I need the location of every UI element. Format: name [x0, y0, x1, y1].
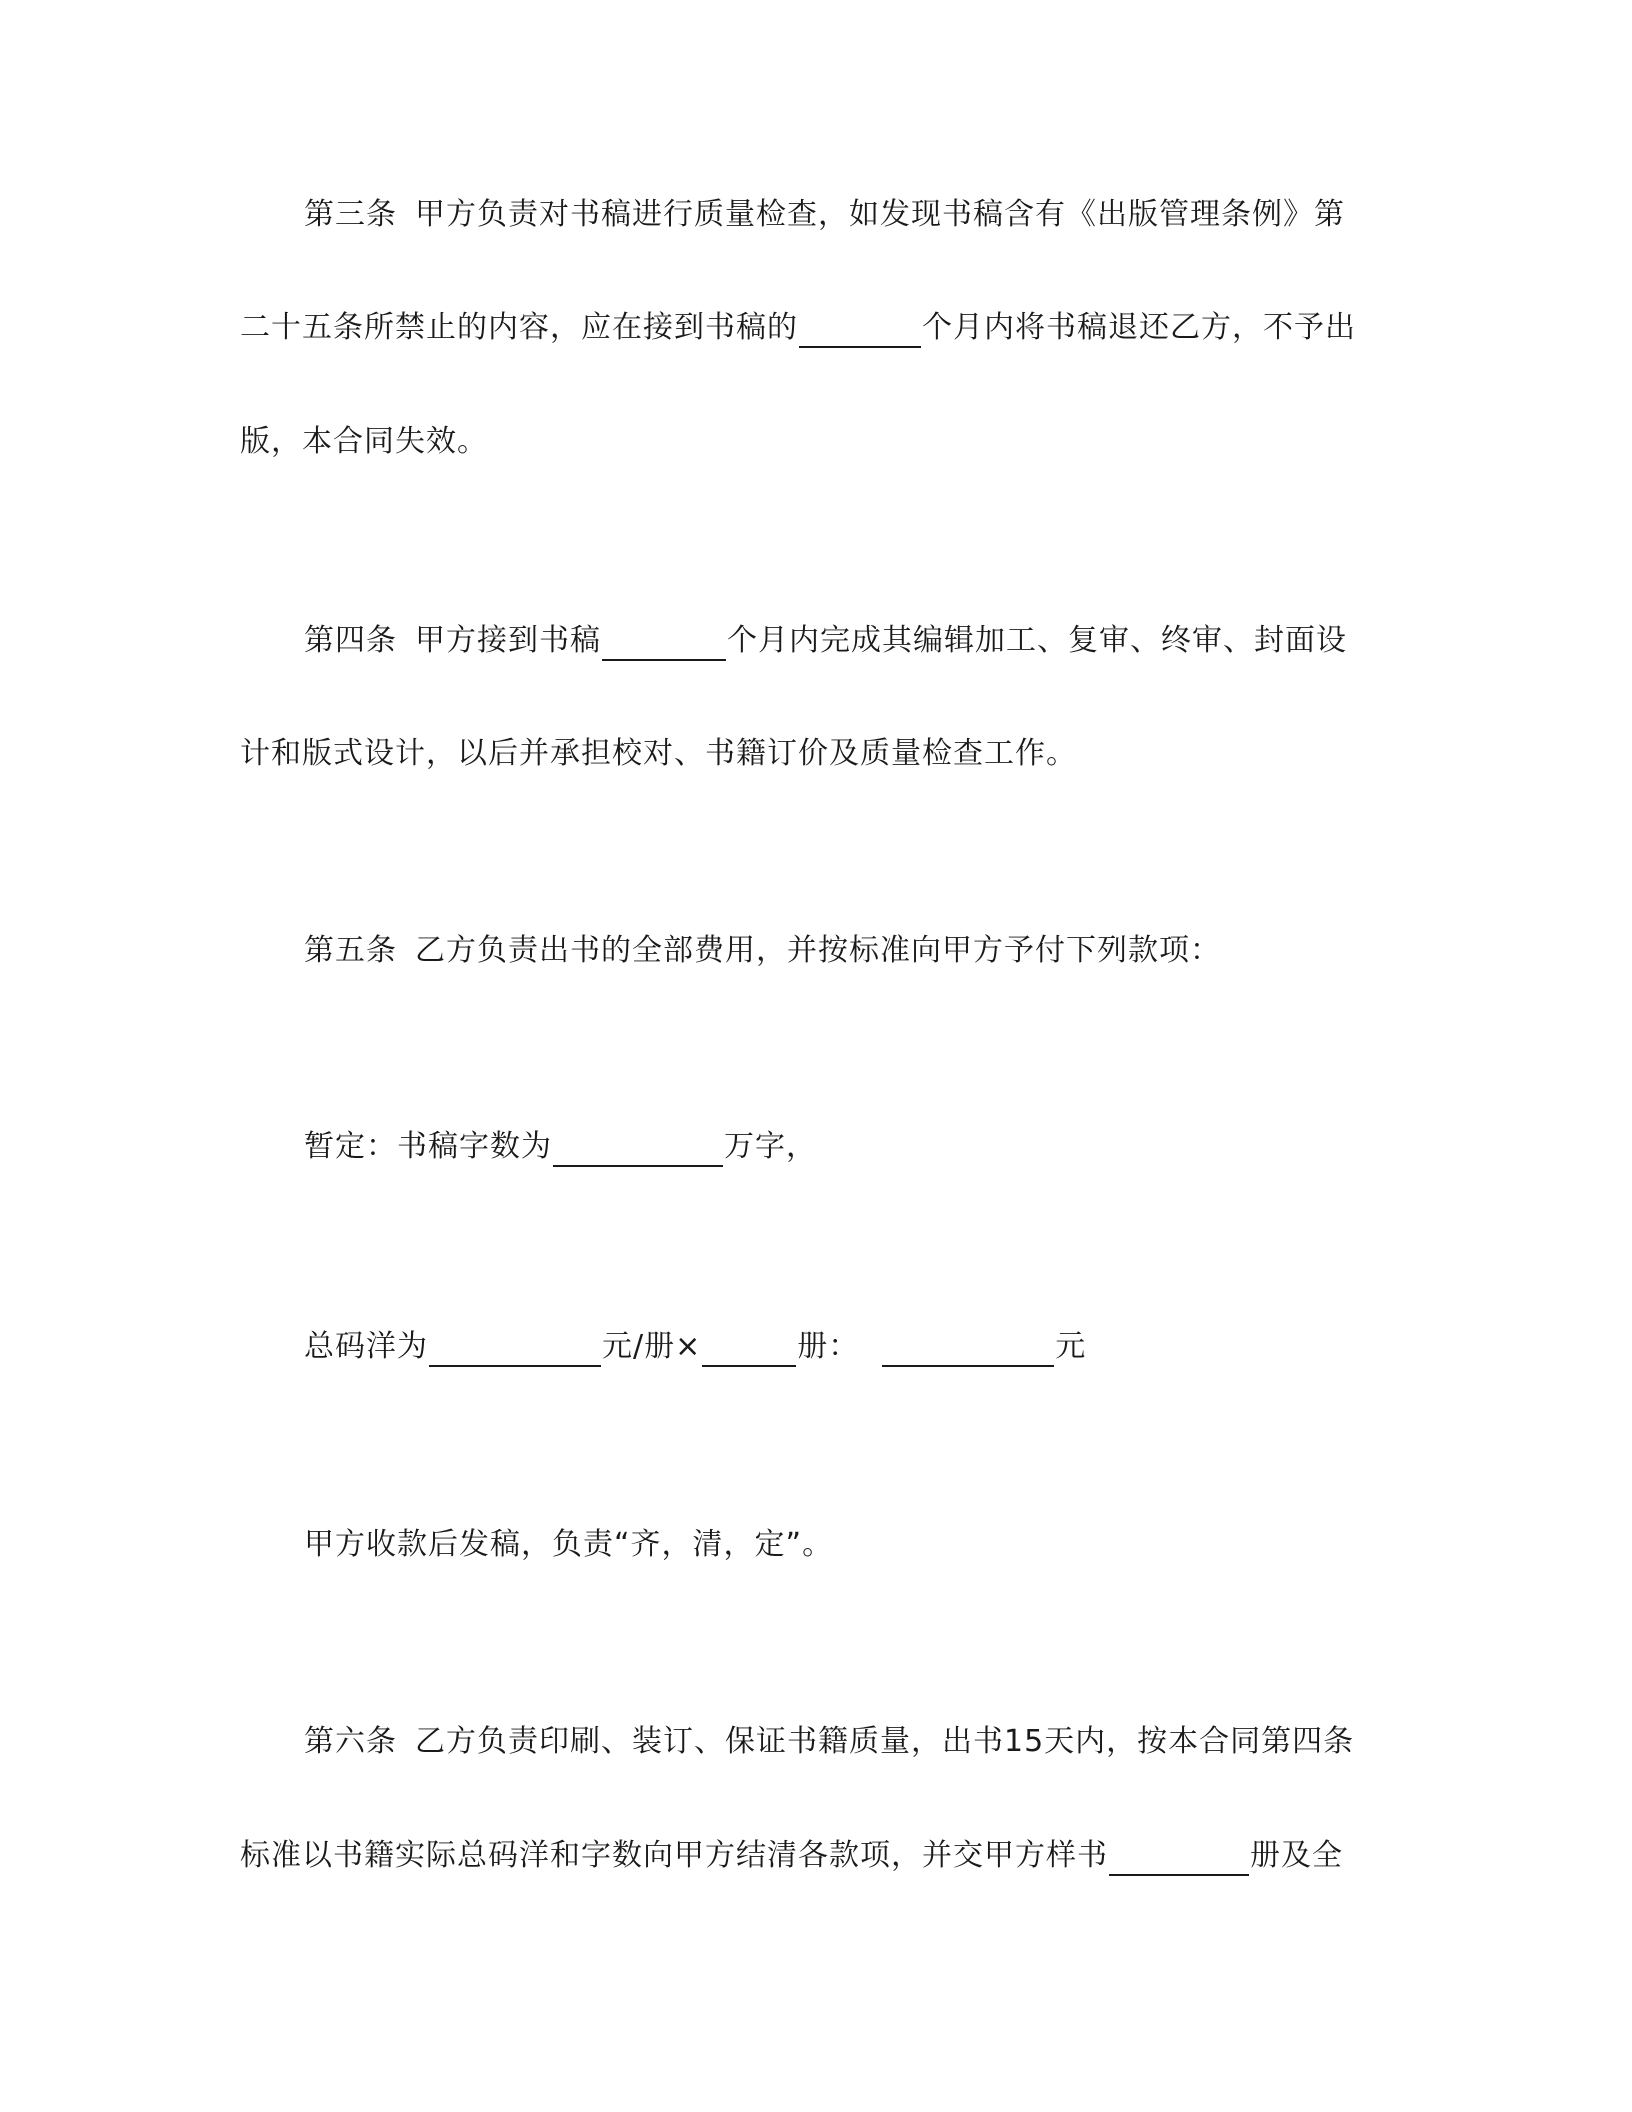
blank-word-count[interactable] — [553, 1131, 723, 1167]
article-5-line-1 — [304, 931, 1221, 971]
provisional-word-count-line — [304, 1127, 817, 1167]
provisional-text-a: 暂定：书稿字数为 — [304, 1129, 552, 1164]
total-price-line — [304, 1327, 1086, 1367]
blank-total-amount[interactable] — [882, 1331, 1054, 1367]
total-text-c: 册： — [797, 1329, 860, 1364]
article-3-text-1: 甲方负责对书稿进行质量检查，如发现书稿含有《出版管理条例》第 — [415, 197, 1345, 232]
article-4-label: 第四条 — [304, 623, 397, 658]
article-4-line-1 — [304, 621, 1347, 661]
receipt-text: 甲方收款后发稿，负责“齐，清，定”。 — [304, 1527, 834, 1562]
blank-months-return[interactable] — [799, 312, 921, 348]
article-6-line-1 — [304, 1722, 1354, 1762]
article-3-text-2a: 二十五条所禁止的内容，应在接到书稿的 — [240, 310, 798, 345]
receipt-line — [304, 1525, 833, 1565]
total-text-a: 总码洋为 — [304, 1329, 428, 1364]
article-4-text-2: 计和版式设计，以后并承担校对、书籍订价及质量检查工作。 — [240, 736, 1077, 771]
article-4-text-1b: 个月内完成其编辑加工、复审、终审、封面设 — [727, 623, 1347, 658]
article-3-line-3 — [240, 422, 488, 462]
article-3-line-2 — [240, 308, 1356, 348]
article-4-line-2 — [240, 734, 1077, 774]
total-text-b: 元/册× — [602, 1329, 702, 1364]
article-6-label: 第六条 — [304, 1724, 397, 1759]
article-6-text-2a: 标准以书籍实际总码洋和字数向甲方结清各款项，并交甲方样书 — [240, 1838, 1108, 1873]
article-5-text-1: 乙方负责出书的全部费用，并按标准向甲方予付下列款项： — [415, 933, 1221, 968]
total-text-d: 元 — [1055, 1329, 1087, 1364]
article-3-text-3: 版，本合同失效。 — [240, 424, 488, 459]
blank-sample-copies[interactable] — [1109, 1840, 1249, 1876]
blank-unit-price[interactable] — [429, 1331, 601, 1367]
article-6-text-1: 乙方负责印刷、装订、保证书籍质量，出书15天内，按本合同第四条 — [415, 1724, 1355, 1759]
article-6-text-2b: 册及全 — [1250, 1838, 1343, 1873]
article-3-label: 第三条 — [304, 197, 397, 232]
article-4-text-1a: 甲方接到书稿 — [415, 623, 601, 658]
article-6-line-2 — [240, 1836, 1343, 1876]
article-3-line-1 — [304, 195, 1345, 235]
article-3-text-2b: 个月内将书稿退还乙方，不予出 — [922, 310, 1356, 345]
blank-months-edit[interactable] — [602, 625, 726, 661]
article-5-label: 第五条 — [304, 933, 397, 968]
blank-copies[interactable] — [702, 1331, 796, 1367]
provisional-text-b: 万字， — [724, 1129, 817, 1164]
